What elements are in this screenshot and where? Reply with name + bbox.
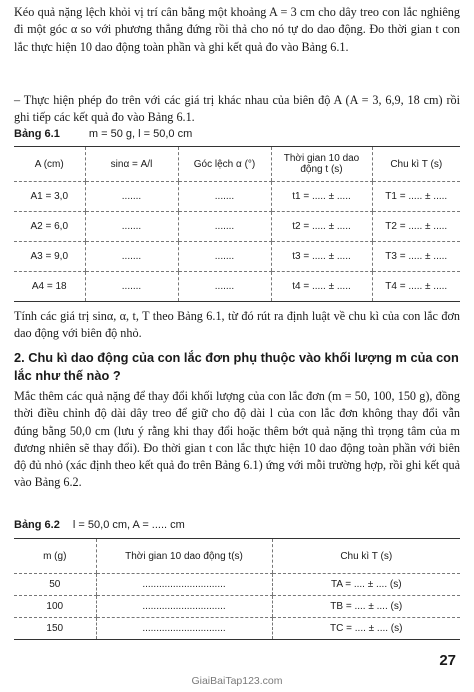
table1-header-row [14,147,460,182]
page-number: 27 [439,652,456,669]
table-cell: ....... [85,272,178,302]
table-cell: T3 = ..... ± ..... [372,242,460,272]
intro-paragraph: Kéo quả nặng lệch khỏi vị trí cân bằng một khoảng A = 3 cm cho dây treo con lắc nghiêng đi một góc α so với phương thẳng đứng rồi thả cho nó tự do dao động. Đo thời gian t con lắc thực hiện 10 dao động toàn phần và ghi kết quả đo vào Bảng 6.1. [14,5,460,54]
table-cell: ....... [178,242,271,272]
table2-header: Thời gian 10 dao động t(s) [96,539,272,574]
table-cell: .............................. [96,596,272,618]
table-cell: A2 = 6,0 [14,212,85,242]
table-cell: ....... [85,242,178,272]
table-6-1 [14,146,460,302]
table2-header: m (g) [14,539,96,574]
section-2-body: Mắc thêm các quả nặng để thay đổi khối lượng của con lắc đơn (m = 50, 100, 150 g), đồng thời điều chỉnh độ dài dây treo để giữ cho độ dài l của con lắc đơn không thay đổi vẫn đúng bằng 50,0 cm (lưu ý rằng khi thay đổi hoặc thêm bớt quả nặng thì trọng tâm của m đương nhiên sẽ thay đổi). Đo thời gian t con lắc thực hiện 10 dao động toàn phần với biên độ đủ nhỏ (xác định theo kết quả đo trên Bảng 6.1) ứng với mỗi trường hợp, rồi ghi kết quả vào Bảng 6.2. [14,389,460,490]
table-cell: .............................. [96,574,272,596]
table-cell: TB = .... ± .... (s) [272,596,460,618]
table-cell: A4 = 18 [14,272,85,302]
table-cell: T2 = ..... ± ..... [372,212,460,242]
table-cell: ....... [178,182,271,212]
table1-header: A (cm) [14,147,85,182]
table-row [14,272,460,302]
table-row [14,182,460,212]
table-cell: ....... [85,212,178,242]
table-cell: ....... [178,212,271,242]
table-cell: t4 = ..... ± ..... [271,272,372,302]
table2-header-row [14,539,460,574]
table1-header: Góc lệch α (°) [178,147,271,182]
table-cell: T4 = ..... ± ..... [372,272,460,302]
table-row [14,242,460,272]
table1-header: Thời gian 10 dao động t (s) [271,147,372,182]
table1-label: Bảng 6.1 [14,128,60,140]
watermark: GiaiBaiTap123.com [191,675,283,687]
table-cell: A3 = 9,0 [14,242,85,272]
conclusion-paragraph: Tính các giá trị sinα, α, t, T theo Bảng 6.1, từ đó rút ra định luật về chu kì của con lắc đơn dao động với biên độ nhỏ. [14,309,460,341]
table-6-2 [14,538,460,640]
table1-header: sinα = A/l [85,147,178,182]
table-cell: t1 = ..... ± ..... [271,182,372,212]
table2-caption [14,519,185,531]
table-cell: TC = .... ± .... (s) [272,618,460,640]
table2-label: Bảng 6.2 [14,519,60,531]
table-cell: ....... [178,272,271,302]
table-cell: 150 [14,618,96,640]
table1-caption [14,128,192,140]
table-cell: A1 = 3,0 [14,182,85,212]
table-cell: t2 = ..... ± ..... [271,212,372,242]
table-cell: t3 = ..... ± ..... [271,242,372,272]
table-row [14,618,460,640]
repeat-measurement-paragraph: – Thực hiện phép đo trên với các giá trị khác nhau của biên độ A (A = 3, 6,9, 18 cm) rồi ghi tiếp các kết quả đo vào Bảng 6.1. [14,93,460,125]
section-2-heading: 2. Chu kì dao động của con lắc đơn phụ thuộc vào khối lượng m của con lắc như thế nào ? [14,350,459,383]
table2-header: Chu kì T (s) [272,539,460,574]
table2-params: l = 50,0 cm, A = ..... cm [72,519,185,531]
table-cell: TA = .... ± .... (s) [272,574,460,596]
table-cell: .............................. [96,618,272,640]
table-row [14,212,460,242]
table-cell: T1 = ..... ± ..... [372,182,460,212]
table-row [14,596,460,618]
table1-params: m = 50 g, l = 50,0 cm [88,128,193,140]
table-row [14,574,460,596]
table-cell: 100 [14,596,96,618]
table-cell: 50 [14,574,96,596]
table-cell: ....... [85,182,178,212]
table1-header: Chu kì T (s) [372,147,460,182]
